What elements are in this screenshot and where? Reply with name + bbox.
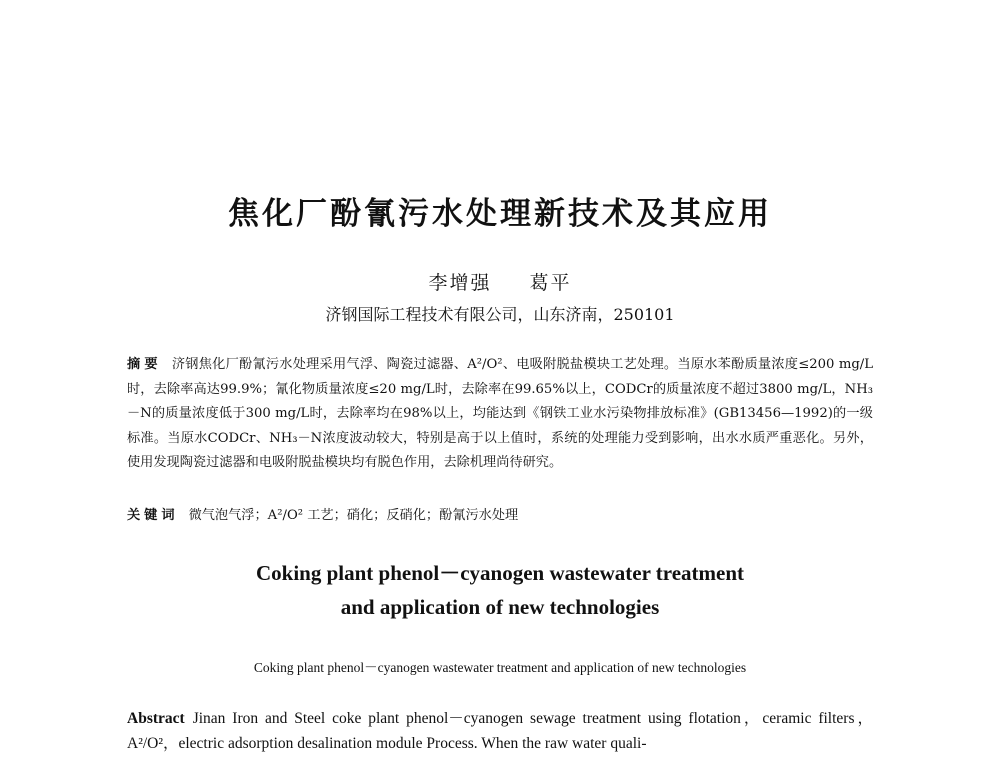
paper-title-en-line: and application of new technologies bbox=[340, 595, 660, 619]
keywords-cn bbox=[127, 504, 873, 528]
abstract-label-en: Abstract bbox=[127, 710, 185, 727]
authors-cn bbox=[0, 268, 1000, 295]
keywords-text-cn: 微气泡气浮；A²/O² 工艺；硝化；反硝化；酚氰污水处理 bbox=[188, 508, 519, 523]
paper-title-en bbox=[0, 556, 1000, 624]
keywords-label-cn: 关键词 bbox=[127, 508, 179, 523]
abstract-text-en: Jinan Iron and Steel coke plant phenol－cyanogen sewage treatment using flotation，ceramic filters，A²/O²，electric adsorption desalination module Process. When the raw water quali- bbox=[127, 710, 873, 752]
author-name: 葛平 bbox=[529, 272, 572, 294]
author-name: 李增强 bbox=[428, 272, 492, 294]
paper-title-cn: 焦化厂酚氰污水处理新技术及其应用 bbox=[228, 196, 772, 232]
affiliation-cn: 济钢国际工程技术有限公司，山东济南，250101 bbox=[325, 305, 675, 324]
abstract-en bbox=[127, 706, 873, 756]
abstract-cn bbox=[127, 353, 873, 476]
abstract-text-cn: 济钢焦化厂酚氰污水处理采用气浮、陶瓷过滤器、A²/O²、电吸附脱盐模块工艺处理。当原水苯酚质量浓度≤200 mg/L时，去除率高达99.9%；氰化物质量浓度≤20 mg/L时，去除率在99.65%以上，CODCr的质量浓度不超过3800 mg/L，NH₃－N的质量浓度低于300 mg/L时，去除率均在98%以上，均能达到《钢铁工业水污染物排放标准》(GB13456—1992)的一级标准。当原水CODCr、NH₃－N浓度波动较大，特别是高于以上值时，系统的处理能力受到影响，出水水质严重恶化。另外，使用发现陶瓷过滤器和电吸附脱盐模块均有脱色作用，去除机理尚待研究。 bbox=[127, 357, 873, 471]
paper-title-en-line: Coking plant phenol－cyanogen wastewater treatment bbox=[255, 561, 745, 585]
paper-subtitle-en: Coking plant phenol－cyanogen wastewater treatment and application of new technologies bbox=[253, 660, 747, 675]
abstract-label-cn: 摘要 bbox=[127, 357, 162, 372]
